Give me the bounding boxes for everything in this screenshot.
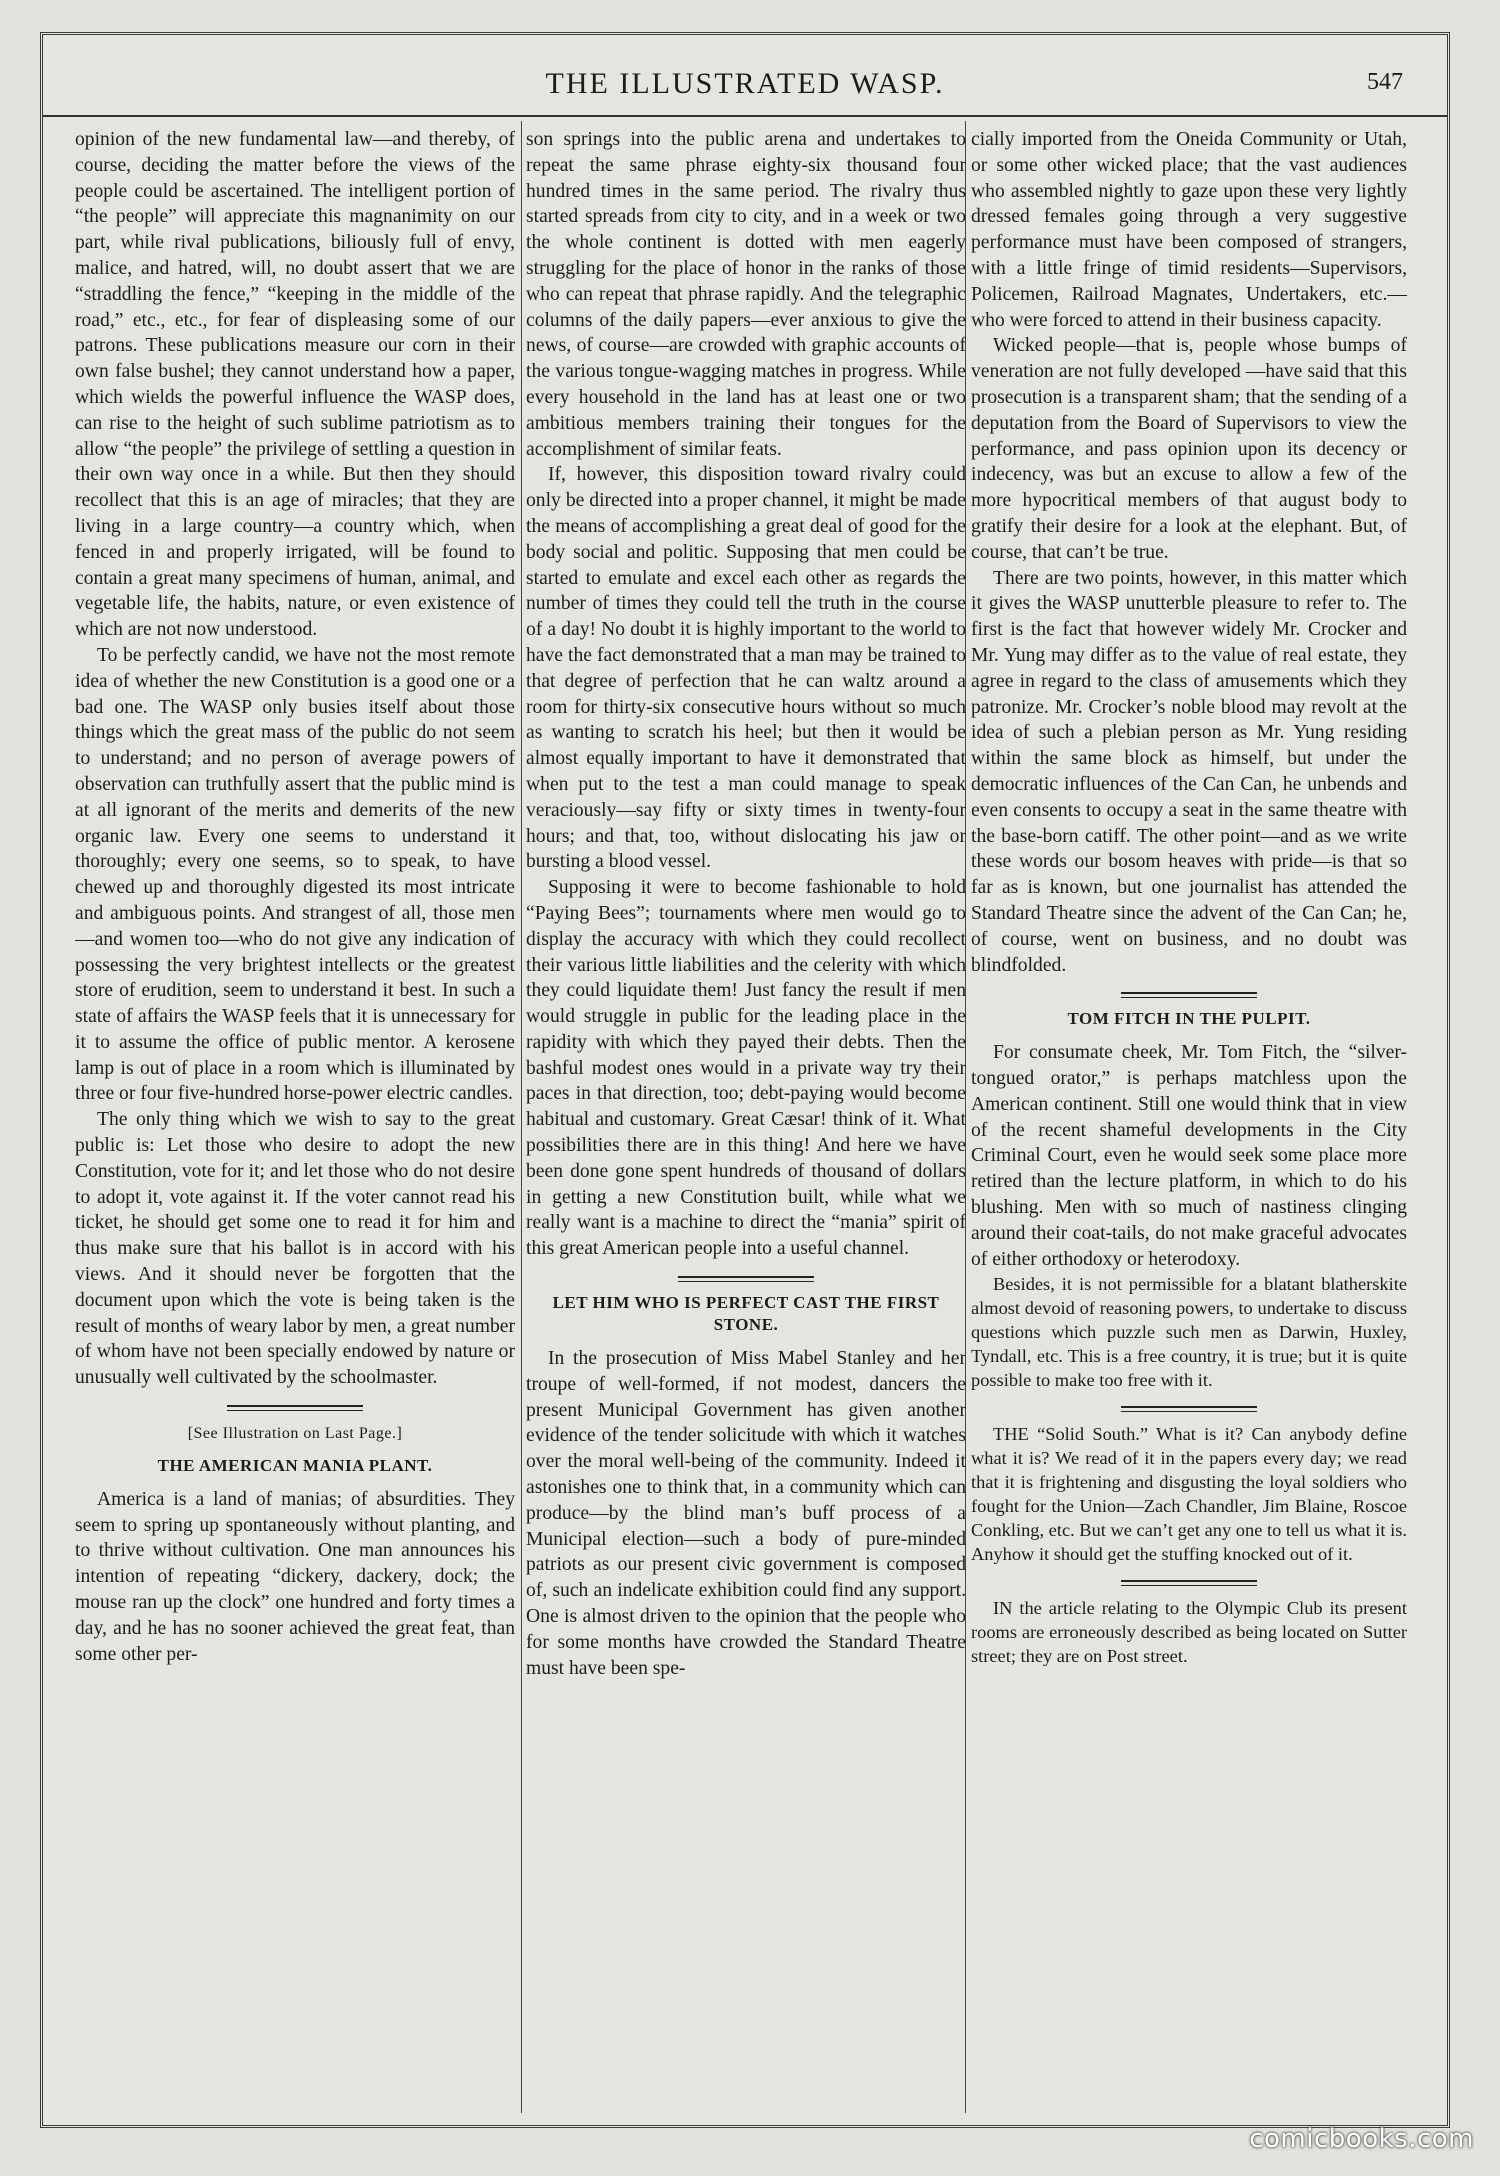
article-paragraph: son springs into the public arena and undertakes to repeat the same phrase eighty-six thousand four hundred times in the same period. The rivalry thus started spreads from city to city, and in a week or two the whole continent is dotted with men eagerly struggling for the place of honor in the ranks of those who can repeat that phrase rapidly. And the telegraphic columns of the daily papers—ever anxious to give the news, of course—are crowded with graphic accounts of the various tongue-wagging matches in progress. While every household in the land has at least one or two ambitious members training their tongues for the accomplishment of similar feats. [526, 129, 966, 460]
watermark-text: comicbooks.com [1249, 2124, 1474, 2154]
article-paragraph: To be perfectly candid, we have not the most remote idea of whether the new Constitution is a good one or a bad one. The WASP only busies itself about those things which the great mass of the public do not seem to understand; and no person of average powers of observation can truthfully assert that the public mind is at all ignorant of the merits and demerits of the new organic law. Every one seems to understand it thoroughly; every one seems, so to speak, to have chewed up and thoroughly digested its most intricate and ambiguous points. And strangest of all, those men—and women too—who do not give any indication of possessing the very brightest intellects or the greatest store of erudition, seem to understand it best. In such a state of affairs the WASP feels that it is unnecessary for it to assume the office of public mentor. A kerosene lamp is out of place in a room which is illuminated by three or four five-hundred horse-power electric candles. [75, 644, 515, 1105]
masthead-title: THE ILLUSTRATED WASP. [545, 67, 945, 100]
article-paragraph: In the prosecution of Miss Mabel Stanley and her troupe of well-formed, if not modest, dancers the present Municipal Government has given another evidence of the tender solicitude with which it watches over the moral well-being of the community. Indeed it astonishes one to think that, in a community which can produce—by the blind man’s buff process of a Municipal election—such a body of pure-minded patriots as our present civic government is composed of, such an indelicate exhibition could find any support. One is almost driven to the opinion that the people who for some months have crowded the Standard Theatre must have been spe- [526, 1348, 966, 1679]
page-header [43, 35, 1447, 117]
section-divider [1121, 1580, 1257, 1586]
article-paragraph: Wicked people—that is, people whose bumps of veneration are not fully developed —have said that this prosecution is a transparent sham; that the sending of a deputation from the Board of Supervisors to view the performance, and pass opinion upon its decency or indecency, was but an excuse to allow a few of the more hypocritical members of that august body to gratify their desire for a look at the elephant. But, of course, that can’t be true. [971, 335, 1407, 563]
article-paragraph: Besides, it is not permissible for a blatant blatherskite almost devoid of reasoning powers, to undertake to discuss questions which puzzle such men as Darwin, Huxley, Tyndall, etc. This is a free country, it is true; but it is quite possible to make too free with it. [971, 1274, 1407, 1391]
article-heading-tom-fitch: TOM FITCH IN THE PULPIT. [1067, 1009, 1311, 1029]
section-divider [227, 1405, 363, 1411]
section-divider [1121, 992, 1257, 998]
article-paragraph-solid-south: THE “Solid South.” What is it? Can anybody define what it is? We read of it in the papers every day; we read that it is frightening and disgusting the loyal soldiers who fought for the Union—Zach Chandler, Jim Blaine, Roscoe Conkling, etc. But we can’t get any one to tell us what it is. Anyhow it should get the stuffing knocked out of it. [971, 1424, 1407, 1565]
article-paragraph: There are two points, however, in this matter which it gives the WASP unutterble pleasure to refer to. The first is the fact that however widely Mr. Crocker and Mr. Yung may differ as to the value of real estate, they agree in regard to the class of amusements which they patronize. Mr. Crocker’s noble blood may revolt at the idea of such a plebian person as Mr. Yung residing within the same block as himself, but under the democratic influences of the Can Can, he unbends and even consents to occupy a seat in the same theatre with the base-born catiff. The other point—and as we write these words our bosom heaves with pride—is that so far as is known, but one journalist has attended the Standard Theatre since the advent of the Can Can; he, of course, went on business, and no doubt was blindfolded. [971, 567, 1407, 976]
article-paragraph: If, however, this disposition toward rivalry could only be directed into a proper channel, it might be made the means of accomplishing a great deal of good for the body social and politic. Supposing that men could be started to emulate and excel each other as regards the number of times they could tell the truth in the course of a day! No doubt it is highly important to the world to have the fact demonstrated that a man may be trained to that degree of perfection that he can waltz around a room for thirty-six consecutive hours without so much as wanting to scratch his heel; but then it would be almost equally important to have it demonstrated that when put to the test a man could manage to speak veraciously—say fifty or sixty times in twenty-four hours; and that, too, without dislocating his jaw or bursting a blood vessel. [526, 464, 966, 873]
column-3 [971, 127, 1407, 2097]
newspaper-page [40, 32, 1450, 2128]
article-paragraph: Supposing it were to become fashionable to hold “Paying Bees”; tournaments where men would go to display the accuracy with which they could recollect their various little liabilities and the celerity with which they could liquidate them! Just fancy the result if men would struggle in public for the leading place in the rapidity with which they payed their debts. Then the bashful modest ones would in a private way try their paces in that direction, too; debt-paying would become habitual and customary. Great Cæsar! think of it. What possibilities there are in this thing! And here we have been done gone spent hundreds of thousand of dollars in getting a new Constitution built, while what we really want is a machine to direct the “mania” spirit of this great American people into a useful channel. [526, 877, 966, 1260]
article-paragraph: The only thing which we wish to say to the great public is: Let those who desire to adopt the new Constitution, vote for it; and let those who do not desire to adopt it, vote against it. If the voter cannot read his ticket, he should get some one to read it for him and thus make sure that his ballot is in accord with his views. And it should never be forgotten that the document upon which the vote is being taken is the result of months of weary labor by men, a great number of whom have not been specially endowed by nature or unusually well cultivated by the schoolmaster. [75, 1109, 515, 1389]
article-heading-mania-plant: THE AMERICAN MANIA PLANT. [157, 1455, 433, 1475]
article-paragraph: cially imported from the Oneida Community or Utah, or some other wicked place; that the vast audiences who assembled nightly to gaze upon these very lightly dressed females going through a very suggestive performance must have been composed of strangers, with a little fringe of timid residents—Supervisors, Policemen, Railroad Magnates, Undertakers, etc.—who were forced to attend in their business capacity. [971, 129, 1407, 331]
column-2 [526, 127, 966, 2097]
article-heading-first-stone: LET HIM WHO IS PERFECT CAST THE FIRST STONE. [552, 1293, 940, 1335]
page-number: 547 [1367, 69, 1403, 95]
article-paragraph: America is a land of manias; of absurdities. They seem to spring up spontaneously without planting, and to thrive without cultivation. One man announces his intention of repeating “dickery, dackery, dock; the mouse ran up the clock” one hundred and forty times a day, and he has no sooner achieved the great feat, than some other per- [75, 1488, 515, 1665]
article-paragraph: opinion of the new fundamental law—and thereby, of course, deciding the matter before the views of the people could be ascertained. The intelligent portion of “the people” will appreciate this magnanimity on our part, while rival publications, biliously full of envy, malice, and hatred, will, no doubt assert that we are “straddling the fence,” “keeping in the middle of the road,” etc., etc., for fear of displeasing some of our patrons. These publications measure our corn in their own false bushel; they cannot understand how a paper, which wields the powerful influence the WASP does, can rise to the height of such sublime patriotism as to allow “the people” the privilege of settling a question in their own way once in a while. But then they should recollect that this is an age of miracles; that they are living in a large country—a country which, when fenced in and properly irrigated, will be found to contain a great many specimens of human, animal, and vegetable life, the habits, nature, or even existence of which are not now understood. [75, 129, 515, 641]
article-paragraph: For consumate cheek, Mr. Tom Fitch, the “silver-tongued orator,” is perhaps matchless upon the American continent. Still one would think that in view of the recent shameful developments in the City Criminal Court, even he would seek some place more retired than the lecture platform, in which to do his blushing. Men with so much of nastiness clinging around their coat-tails, do not make graceful advocates of either orthodoxy or heterodoxy. [971, 1042, 1407, 1270]
column-1 [75, 127, 515, 2097]
column-rule-left [521, 121, 522, 2113]
section-divider [1121, 1406, 1257, 1412]
article-paragraph-olympic-club: IN the article relating to the Olympic Club its present rooms are erroneously described as being located on Sutter street; they are on Post street. [971, 1598, 1407, 1667]
illustration-note: [See Illustration on Last Page.] [187, 1425, 403, 1443]
section-divider [678, 1276, 814, 1282]
